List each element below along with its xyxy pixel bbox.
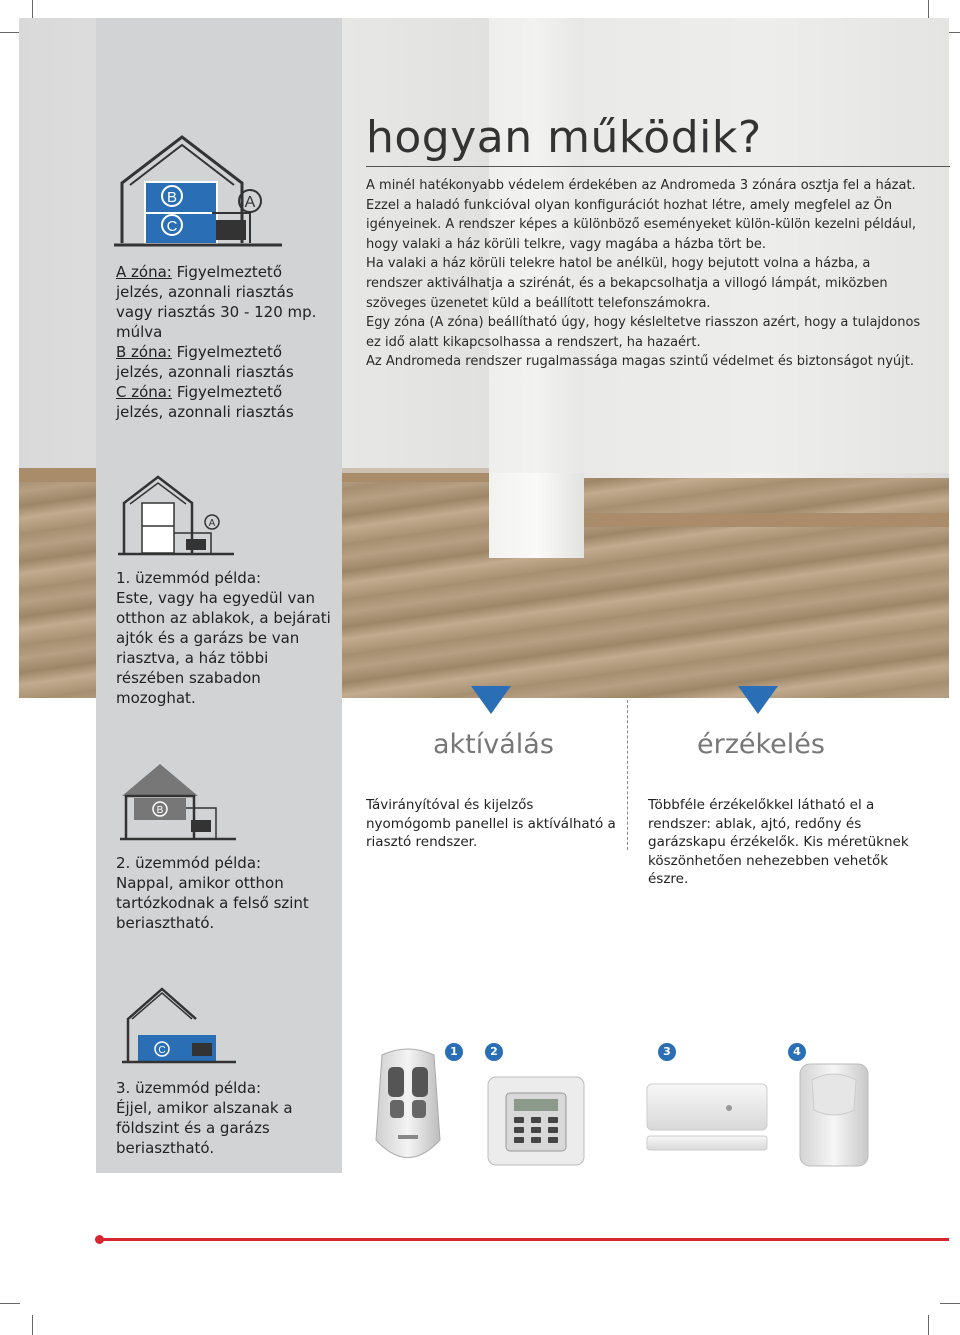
mode1-text: Este, vagy ha egyedül van otthon az ablakok, a bejárati ajtók és a garázs be van riasztva, a ház többi részében szabadon mozoghat. — [116, 589, 331, 707]
detection-marker-icon — [738, 686, 778, 714]
mode2-text: Nappal, amikor otthon tartózkodnak a felső szint beriasztható. — [116, 874, 309, 932]
detection-text: Többféle érzékelőkkel látható el a rendszer: ablak, ajtó, redőny és garázskapu érzékelők. Kis méretüknek köszönhetően nehezebben vehetők észre. — [648, 797, 909, 887]
door-window-sensor-image — [645, 1082, 770, 1154]
zone-a-letter: A — [244, 194, 256, 211]
zone-b-text: Figyelmeztető jelzés, azonnali riasztás — [116, 343, 294, 381]
house-zones-diagram — [112, 135, 284, 250]
crop-mark — [928, 0, 929, 20]
intro-paragraph: Az Andromeda rendszer rugalmassága magas szintű védelmet és biztonságot nyújt. — [366, 354, 914, 370]
crop-mark — [928, 1315, 929, 1335]
mode2-block — [116, 853, 331, 933]
crop-mark — [32, 0, 33, 20]
keypad-panel-image — [486, 1075, 586, 1167]
column-divider — [627, 700, 628, 850]
remote-control-image — [368, 1045, 448, 1170]
motion-detector-image — [798, 1062, 870, 1168]
crop-mark — [32, 1315, 33, 1335]
mode3-block — [116, 1078, 331, 1158]
intro-paragraph: A minél hatékonyabb védelem érdekében az Andromeda 3 zónára osztja fel a házat. Ezzel a haladó funkcióval olyan konfigurációt hozhat létre, amely megfelel az Ön igényeinek. A rendszer képes a különböző eseményeket külön-külön kezelni például, hogy valaki a ház körüli telkre, vagy magába a házba tört be. — [366, 178, 917, 252]
footer-dot — [95, 1235, 104, 1244]
activation-title: aktíválás — [433, 729, 554, 760]
mode1-title: 1. üzemmód példa: — [116, 569, 262, 587]
product-number-badge: 4 — [788, 1043, 806, 1061]
mode1-block — [116, 568, 331, 708]
intro-text — [366, 176, 926, 372]
zone-c-letter: C — [166, 218, 178, 235]
crop-mark — [940, 1303, 960, 1304]
activation-marker-icon — [471, 686, 511, 714]
intro-paragraph: Egy zóna (A zóna) beállítható úgy, hogy késleltetve riasszon azért, hogy a tulajdonos ez idő alatt kikapcsolhassa a rendszert, ha hazaért. — [366, 315, 921, 350]
zone-c-text: Figyelmeztető jelzés, azonnali riasztás — [116, 383, 294, 421]
mode3-zone-letter: C — [158, 1045, 166, 1056]
zone-c-label: C zóna: — [116, 383, 173, 401]
product-number-badge: 3 — [658, 1043, 676, 1061]
product-number-badge: 1 — [445, 1043, 463, 1061]
mode2-zone-letter: B — [156, 805, 164, 816]
mode2-title: 2. üzemmód példa: — [116, 854, 262, 872]
crop-mark — [0, 32, 20, 33]
crop-mark — [0, 1303, 20, 1304]
zone-b-label: B zóna: — [116, 343, 172, 361]
footer-rule — [100, 1238, 949, 1241]
mode2-house-icon — [116, 762, 238, 842]
activation-text: Távirányítóval és kijelzős nyomógomb panellel is aktíválható a riasztó rendszer. — [366, 797, 616, 850]
title-rule — [366, 166, 950, 167]
product-number-badge: 2 — [485, 1043, 503, 1061]
mode3-text: Éjjel, amikor alszanak a földszint és a garázs beriasztható. — [116, 1099, 293, 1157]
intro-paragraph: Ha valaki a ház körüli telekre hatol be anélkül, hogy bejutott volna a házba, a rendszer aktiválhatja a szirénát, és a bekapcsolhatja a villogó lámpát, miközben szöveges üzenetet küld a beállított telefonszámokra. — [366, 256, 888, 311]
detection-title: érzékelés — [697, 729, 825, 760]
zone-descriptions — [116, 262, 331, 422]
zone-a-label: A zóna: — [116, 263, 172, 281]
zone-b-letter: B — [166, 189, 178, 206]
mode1-zone-letter: A — [208, 518, 216, 529]
mode3-house-icon — [116, 985, 240, 1065]
page-title: hogyan működik? — [366, 112, 762, 163]
zone-a-text: Figyelmeztető jelzés, azonnali riasztás vagy riasztás 30 - 120 mp. múlva — [116, 263, 317, 341]
mode3-title: 3. üzemmód példa: — [116, 1079, 262, 1097]
mode1-house-icon — [116, 475, 236, 557]
